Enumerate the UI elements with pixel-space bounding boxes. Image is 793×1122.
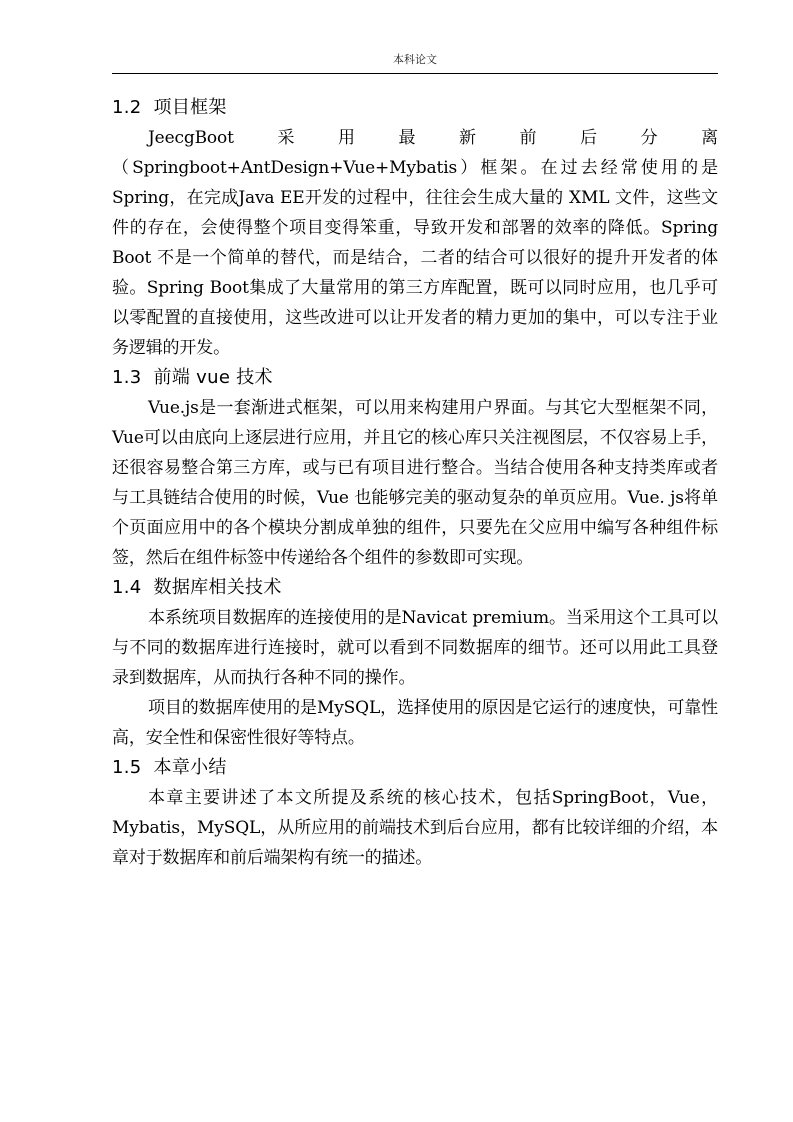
section-number: 1.2 xyxy=(112,97,142,118)
paragraph: 本章主要讲述了本文所提及系统的核心技术，包括SpringBoot，Vue，Mybatis，MySQL，从所应用的前端技术到后台应用，都有比较详细的介绍，本章对于数据库和前后端架构有统一的描述。 xyxy=(112,788,718,868)
paragraph: Vue.js是一套渐进式框架，可以用来构建用户界面。与其它大型框架不同，Vue可以由底向上逐层进行应用，并且它的核心库只关注视图层，不仅容易上手，还很容易整合第三方库，或与已有项目进行整合。当结合使用各种支持类库或者与工具链结合使用的时候，Vue 也能够完美的驱动复杂的单页应用。Vue. js将单个页面应用中的各个模块分割成单独的组件，只要先在父应用中编写各种组件标签，然后在组件标签中传递给各个组件的参数即可实现。 xyxy=(112,398,718,568)
paragraph: 本系统项目数据库的连接使用的是Navicat premium。当采用这个工具可以与不同的数据库进行连接时，就可以看到不同数据库的细节。还可以用此工具登录到数据库，从而执行各种不同的操作。 xyxy=(112,608,718,688)
section-heading xyxy=(112,573,718,603)
section-number: 1.3 xyxy=(112,367,142,388)
section-number: 1.5 xyxy=(112,757,142,778)
section-heading xyxy=(112,753,718,783)
header-divider xyxy=(112,73,718,74)
section-title: 项目框架 xyxy=(153,97,227,118)
section-title: 数据库相关技术 xyxy=(153,577,282,598)
document-body xyxy=(112,93,718,873)
page-header: 本科论文 xyxy=(393,53,437,66)
section-1-5 xyxy=(112,753,718,873)
section-heading xyxy=(112,363,718,393)
paragraph: 项目的数据库使用的是MySQL，选择使用的原因是它运行的速度快，可靠性高，安全性和保密性很好等特点。 xyxy=(112,698,718,748)
section-title: 前端 vue 技术 xyxy=(153,367,273,388)
section-1-3 xyxy=(112,363,718,573)
section-1-2 xyxy=(112,93,718,363)
paragraph: JeecgBoot采用最新前后分离（Springboot+AntDesign+Vue+Mybatis）框架。在过去经常使用的是Spring，在完成Java EE开发的过程中，往往会生成大量的 XML 文件，这些文件的存在，会使得整个项目变得笨重，导致开发和部署的效率的降低。Spring Boot 不是一个简单的替代，而是结合，二者的结合可以很好的提升开发者的体验。Spring Boot集成了大量常用的第三方库配置，既可以同时应用，也几乎可以零配置的直接使用，这些改进可以让开发者的精力更加的集中，可以专注于业务逻辑的开发。 xyxy=(112,128,718,358)
section-number: 1.4 xyxy=(112,577,142,598)
section-title: 本章小结 xyxy=(153,757,227,778)
section-1-4 xyxy=(112,573,718,753)
section-heading xyxy=(112,93,718,123)
